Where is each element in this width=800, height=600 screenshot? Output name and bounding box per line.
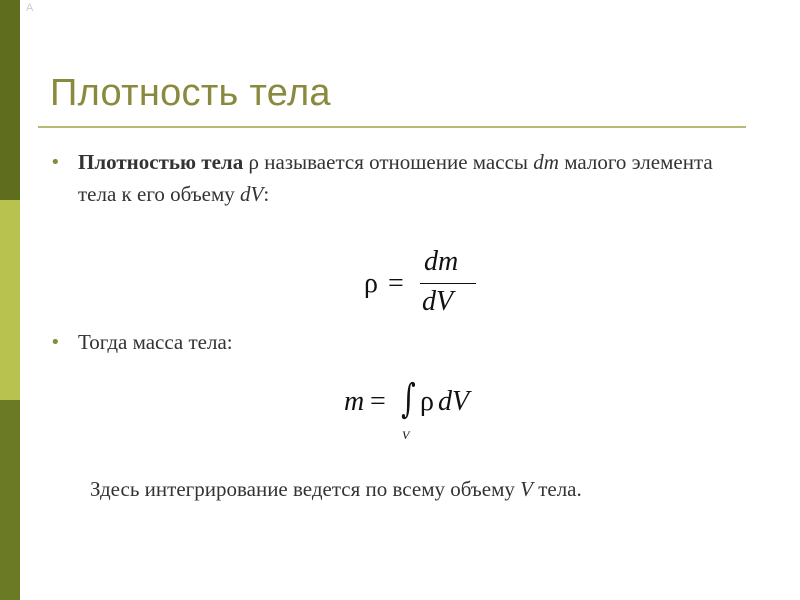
rho-symbol: ρ bbox=[248, 150, 259, 174]
fraction-denominator: dV bbox=[422, 286, 454, 317]
fraction-bar bbox=[420, 283, 476, 284]
formula-equals: = bbox=[370, 386, 386, 417]
formula-rho: ρ bbox=[364, 268, 378, 299]
bullet-definition bbox=[78, 146, 738, 210]
mass-integral-formula bbox=[340, 376, 500, 450]
definition-text-a: называется отношение массы bbox=[258, 150, 534, 174]
integration-note bbox=[90, 477, 582, 502]
bullet-icon: • bbox=[50, 152, 61, 173]
var-dv: dV bbox=[240, 182, 264, 206]
integral-subscript: V bbox=[402, 428, 410, 442]
slide-title: Плотность тела bbox=[50, 72, 331, 114]
formula-equals: = bbox=[388, 268, 404, 299]
formula-mass: m bbox=[344, 386, 365, 417]
definition-text-c: : bbox=[263, 182, 270, 206]
definition-text-b: малого элемента тела к его объему bbox=[78, 150, 713, 206]
density-formula bbox=[360, 246, 480, 320]
formula-rho: ρ bbox=[420, 386, 434, 417]
defined-term: Плотностью тела bbox=[78, 150, 244, 174]
note-text-a: Здесь интегрирование ведется по всему объему bbox=[90, 477, 521, 501]
note-text-b: тела. bbox=[532, 477, 582, 501]
var-v: V bbox=[520, 477, 533, 501]
corner-mark: A bbox=[26, 2, 34, 14]
sidebar-stripe-bottom bbox=[0, 400, 20, 600]
integral-sign: ∫ bbox=[401, 376, 416, 422]
var-dm: dm bbox=[533, 150, 559, 174]
title-underline bbox=[38, 126, 746, 128]
sidebar-stripe-middle bbox=[0, 200, 20, 400]
sidebar-stripe-top bbox=[0, 0, 20, 200]
bullet-icon: • bbox=[50, 332, 61, 353]
formula-dv: dV bbox=[438, 386, 470, 417]
fraction-numerator: dm bbox=[424, 246, 459, 277]
bullet-mass: Тогда масса тела: bbox=[78, 330, 233, 354]
